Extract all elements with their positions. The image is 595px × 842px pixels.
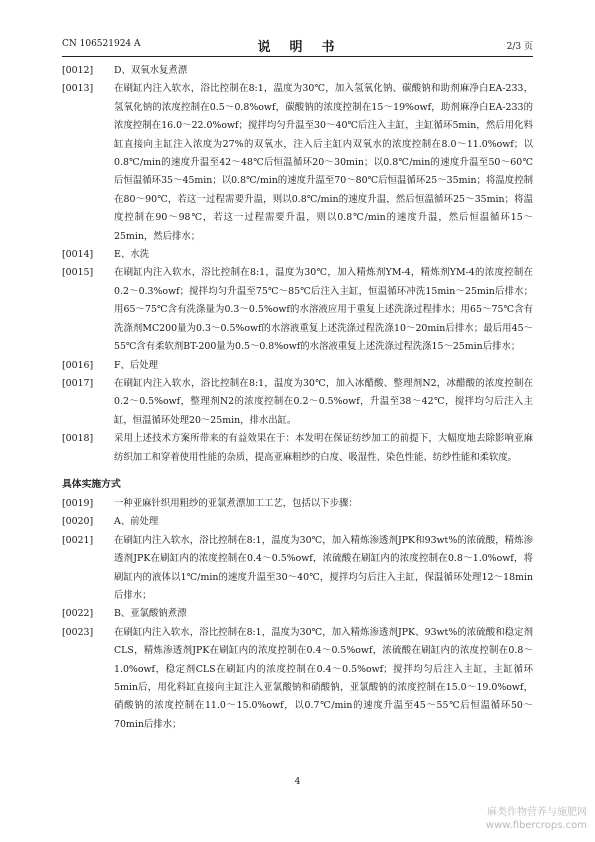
paragraph-text: 在刷缸内注入软水，浴比控制在8:1，温度为30℃，加入氢氧化钠、碳酸钠和助剂麻净白EA-233，氢氧化钠的浓度控制在0.5～0.8%owf，碳酸钠的浓度控制在15～19%owf，助剂麻净白EA-233的浓度控制在16.0～22.0%owf；搅拌均匀升温至30～40℃后注入主缸，主缸循环5min，然后用化料缸直接向主缸注入浓度为27%的双氧水，注入后主缸内双氧水的浓度控制在8.0～11.0%owf；以0.8℃/min的速度升温至42～48℃后恒温循环20～30min；以0.8℃/min的速度升温至50～60℃后恒温循环35～45min；以0.8℃/min的速度升温至70～80℃后恒温循环25～35min；将温度控制在80～90℃，若这一过程需要升温，则以0.8℃/min的速度升温，然后恒温循环25～35min；将温度控制在90～98℃，若这一过程需要升温，则以0.8℃/min的速度升温，然后恒温循环15～25min，然后排水； bbox=[114, 83, 533, 242]
paragraph-text: 在刷缸内注入软水，浴比控制在8:1，温度为30℃，加入精炼渗透剂JPK和93wt%的浓硫酸，精炼渗透剂JPK在刷缸内的浓度控制在0.4～0.5%owf，浓硫酸在刷缸内的浓度控制在0.8～1.0%owf，将刷缸内的液体以1℃/min的速度升温至30～40℃，搅拌均匀后注入主缸，保温循环处理12～18min后排水； bbox=[114, 534, 533, 601]
paragraph-0018 bbox=[62, 430, 533, 467]
paragraph-number: [0019] bbox=[62, 497, 94, 509]
page-number: 4 bbox=[294, 777, 301, 787]
doc-number: CN 106521924 A bbox=[62, 39, 141, 49]
paragraph-text: E、水洗 bbox=[114, 249, 149, 261]
paragraph-number: [0021] bbox=[62, 534, 94, 546]
paragraph-number: [0013] bbox=[62, 83, 94, 95]
paragraph-text: A、前处理 bbox=[114, 516, 159, 528]
paragraph-number: [0012] bbox=[62, 65, 94, 76]
paragraph-text: 在刷缸内注入软水，浴比控制在8:1，温度为30℃，加入精炼剂YM-4，精炼剂YM-4的浓度控制在0.2～0.3%owf；搅拌均匀升温至75℃～85℃后注入主缸，恒温循环冲洗15min～25min后排水；用65～75℃含有洗涤量为0.3～0.5%owf的水溶液应用于重复上述洗涤过程排水；用65～75℃含有洗涤剂MC200量为0.3～0.5%owf的水溶液重复上述洗涤过程洗涤10～20min后排水；最后用45～55℃含有柔软剂BT-200量为0.5～0.8%owf的水溶液重复上述洗涤过程洗涤15～25min后排水； bbox=[114, 267, 533, 353]
paragraph-number: [0018] bbox=[62, 433, 94, 445]
page-indicator: 2/3 页 bbox=[506, 42, 533, 52]
paragraph-number: [0016] bbox=[62, 359, 94, 371]
document-body bbox=[62, 62, 533, 734]
paragraph-0014 bbox=[62, 246, 533, 264]
paragraph-text: B、亚氯酸钠煮漂 bbox=[114, 608, 187, 620]
site-watermark bbox=[486, 806, 587, 832]
paragraph-number: [0014] bbox=[62, 249, 94, 261]
paragraph-number: [0015] bbox=[62, 267, 94, 279]
paragraph-number: [0022] bbox=[62, 608, 94, 620]
paragraph-text: 采用上述技术方案所带来的有益效果在于：本发明在保证纺纱加工的前提下，大幅度地去除影响亚麻纺织加工和穿着使用性能的杂质，提高亚麻粗纱的白度、吸湿性、染色性能、纺纱性能和柔软度。 bbox=[114, 433, 533, 463]
paragraph-text: D、双氧水复煮漂 bbox=[114, 65, 188, 76]
paragraph-number: [0023] bbox=[62, 626, 94, 638]
watermark-url: www.fibercrops.com bbox=[485, 820, 587, 831]
paragraph-0012 bbox=[62, 62, 533, 80]
paragraph-text: F、后处理 bbox=[114, 359, 159, 371]
paragraph-0022 bbox=[62, 605, 533, 623]
doc-title: 说 明 书 bbox=[257, 40, 338, 55]
paragraph-0020 bbox=[62, 513, 533, 531]
paragraph-0013 bbox=[62, 80, 533, 246]
paragraph-0017 bbox=[62, 375, 533, 430]
paragraph-0015 bbox=[62, 264, 533, 356]
paragraph-0021 bbox=[62, 532, 533, 606]
paragraph-0023 bbox=[62, 624, 533, 734]
paragraph-number: [0017] bbox=[62, 377, 94, 389]
watermark-title: 麻类作物营养与施肥网 bbox=[487, 807, 587, 818]
paragraph-0019 bbox=[62, 495, 533, 513]
paragraph-text: 一种亚麻针织用粗纱的亚氯煮漂加工工艺，包括以下步骤： bbox=[114, 497, 358, 509]
header-divider bbox=[62, 56, 533, 57]
paragraph-text: 在刷缸内注入软水，浴比控制在8:1，温度为30℃，加入精炼渗透剂JPK、93wt%的浓硫酸和稳定剂CLS，精炼渗透剂JPK在刷缸内的浓度控制在0.4～0.5%owf，浓硫酸在刷缸内的浓度控制在0.8～1.0%owf，稳定剂CLS在刷缸内的浓度控制在0.4～0.5%owf；搅拌均匀后注入主缸，主缸循环5min后，用化料缸直接向主缸注入亚氯酸钠和硝酸钠，亚氯酸钠的浓度控制在15.0～19.0%owf，硝酸钠的浓度控制在11.0～15.0%owf，以0.7℃/min的速度升温至45～55℃后恒温循环50～70min后排水； bbox=[114, 626, 533, 730]
page-header bbox=[62, 36, 533, 55]
paragraph-text: 在刷缸内注入软水，浴比控制在8:1，温度为30℃，加入冰醋酸、整理剂N2，冰醋酸的浓度控制在0.2～0.5%owf，整理剂N2的浓度控制在0.2～0.5%owf，升温至38～42℃，搅拌均匀后注入主缸，恒温循环处理20～25min，排水出缸。 bbox=[114, 377, 533, 426]
section-title: 具体实施方式 bbox=[62, 478, 121, 490]
paragraph-0016 bbox=[62, 357, 533, 375]
paragraph-number: [0020] bbox=[62, 516, 94, 528]
